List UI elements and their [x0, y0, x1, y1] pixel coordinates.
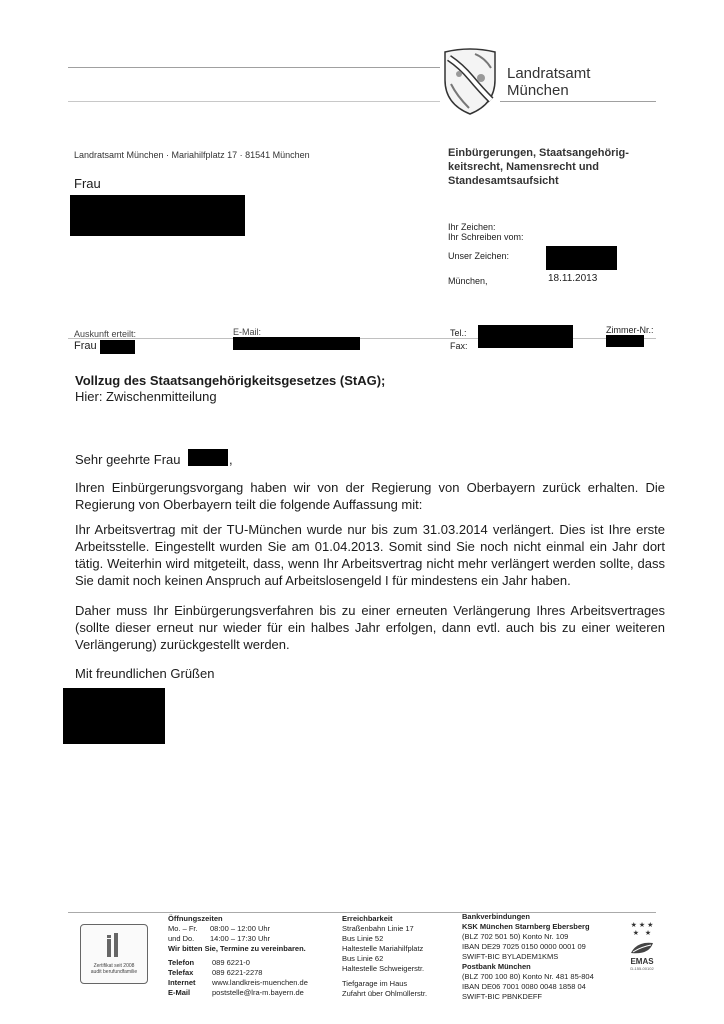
reachability-line: Straßenbahn Linie 17	[342, 924, 414, 933]
parking-line: Zufahrt über Ohlmüllerstr.	[342, 989, 428, 998]
bank1-line: (BLZ 702 501 50) Konto Nr. 109	[462, 932, 569, 941]
subject-subtitle: Hier: Zwischenmitteilung	[75, 389, 217, 404]
contact-value: 089 6221-2278	[212, 968, 263, 977]
subject-title: Vollzug des Staatsangehörigkeitsgesetzes (StAG);	[75, 373, 386, 388]
bank1-line: IBAN DE29 7025 0150 0000 0001 09	[462, 942, 586, 951]
auskunft-value: Frau	[74, 340, 97, 352]
sender-line: Landratsamt München · Mariahilfplatz 17 · 81541 München	[74, 150, 310, 160]
contact-row	[168, 968, 338, 978]
ihr-schreiben-label: Ihr Schreiben vom:	[448, 232, 524, 242]
paragraph-3: Daher muss Ihr Einbürgerungsverfahren bis zu einer erneuten Verlängerung Ihres Arbeitsvertrages (sollte dieser erneut nur wieder für ein halbes Jahr erfolgen, dann evtl. auch bis zu einer weiteren Verlängerung) zurückgestellt werden.	[75, 603, 665, 652]
place-label: München,	[448, 276, 488, 286]
hours-time: 14:00 – 17:30 Uhr	[210, 934, 271, 943]
tel-label: Tel.:	[450, 328, 467, 338]
paragraph-2: Ihr Arbeitsvertrag mit der TU-München wurde nur bis zum 31.03.2014 verlängert. Dies ist Ihre erste Arbeitsstelle. Eingestellt wurden Sie am 01.04.2013. Somit sind Sie noch nicht einmal ein Jahr dort tätig. Weiterhin wird mitgeteilt, dass, wenn Ihr Arbeitsvertrag nicht mehr verlängert werden sollte, dass Sie damit noch keinen Anspruch auf Arbeitslosengeld I für mindestens ein Jahr haben.	[75, 522, 665, 588]
hours-row	[168, 934, 328, 944]
certificate-badge	[80, 924, 148, 984]
recipient-address-redaction	[70, 195, 245, 236]
hours-time: 08:00 – 12:00 Uhr	[210, 924, 271, 933]
contact-row	[168, 988, 338, 998]
authority-name	[507, 65, 590, 99]
authority-name-line1: Landratsamt	[507, 65, 591, 82]
reachability	[342, 914, 452, 999]
reachability-line: Haltestelle Mariahilfplatz	[342, 944, 424, 953]
coat-of-arms-icon	[441, 44, 499, 116]
department-line2: keitsrecht, Namensrecht und	[448, 161, 599, 173]
greeting	[75, 452, 181, 467]
contact-label: Telefax	[168, 968, 194, 977]
emas-sub: D-155-00102	[630, 966, 654, 971]
contact-numbers	[168, 958, 338, 998]
emas-stars-icon: ★ ★ ★ ★ ★	[630, 922, 654, 937]
greeting-text: Sehr geehrte Frau	[75, 452, 181, 467]
contact-label: Internet	[168, 978, 196, 987]
email-label: E-Mail:	[233, 327, 262, 337]
parking-line: Tiefgarage im Haus	[342, 979, 408, 988]
greeting-comma: ,	[229, 452, 233, 467]
certificate-text	[83, 963, 145, 975]
fax-label: Fax:	[450, 341, 468, 351]
email-redaction	[233, 337, 360, 350]
letter-date: 18.11.2013	[548, 273, 598, 284]
reachability-line: Bus Linie 52	[342, 934, 384, 943]
contact-row	[168, 978, 338, 988]
bank1-line: SWIFT-BIC BYLADEM1KMS	[462, 952, 559, 961]
contact-value: 089 6221-0	[212, 958, 250, 967]
header-rule-lower	[68, 101, 440, 102]
signature-redaction	[63, 688, 165, 744]
department-line3: Standesamtsaufsicht	[448, 175, 559, 187]
opening-hours-title: Öffnungszeiten	[168, 914, 223, 923]
department-line1: Einbürgerungen, Staatsangehörig-	[448, 147, 629, 159]
reachability-title: Erreichbarkeit	[342, 914, 393, 923]
bank1-name: KSK München Starnberg Ebersberg	[462, 922, 590, 931]
emas-label: EMAS	[630, 957, 654, 966]
contact-label: E-Mail	[168, 988, 191, 997]
contact-value: poststelle@lra-m.bayern.de	[212, 988, 304, 997]
bank2-line: IBAN DE06 7001 0080 0048 1858 04	[462, 982, 586, 991]
bank2-name: Postbank München	[462, 962, 531, 971]
header-rule-right	[500, 101, 656, 102]
hours-days: Mo. – Fr.	[168, 924, 198, 933]
header-rule	[68, 67, 440, 68]
bank2-line: (BLZ 700 100 80) Konto Nr. 481 85-804	[462, 972, 594, 981]
emas-leaf-icon	[629, 939, 655, 957]
contact-row	[168, 958, 338, 968]
bank-details	[462, 912, 612, 1002]
reachability-line: Bus Linie 62	[342, 954, 384, 963]
greeting-name-redaction	[188, 449, 228, 466]
auskunft-label: Auskunft erteilt:	[74, 329, 137, 339]
unser-zeichen-label: Unser Zeichen:	[448, 251, 510, 261]
tel-fax-redaction	[478, 325, 573, 348]
emas-logo	[620, 922, 664, 988]
hours-note: Wir bitten Sie, Termine zu vereinbaren.	[168, 944, 306, 953]
family-audit-icon	[105, 931, 123, 959]
bank2-line: SWIFT-BIC PBNKDEFF	[462, 992, 543, 1001]
authority-name-line2: München	[507, 82, 569, 99]
certificate-line1: Zertifikat seit 2008	[93, 963, 135, 969]
unser-zeichen-redaction	[546, 246, 617, 270]
opening-hours	[168, 914, 328, 954]
reachability-line: Haltestelle Schweigerstr.	[342, 964, 425, 973]
ihr-zeichen-label: Ihr Zeichen:	[448, 222, 496, 232]
hours-row	[168, 924, 328, 934]
department	[448, 146, 629, 188]
recipient-salutation: Frau	[74, 176, 101, 191]
auskunft-redaction	[100, 340, 135, 354]
contact-value: www.landkreis-muenchen.de	[212, 978, 308, 987]
zimmer-redaction	[606, 335, 644, 347]
bank-title: Bankverbindungen	[462, 912, 530, 921]
zimmer-label: Zimmer-Nr.:	[606, 325, 654, 335]
closing: Mit freundlichen Grüßen	[75, 666, 215, 681]
certificate-line2: audit berufundfamilie	[90, 969, 138, 975]
hours-days: und Do.	[168, 934, 195, 943]
paragraph-1: Ihren Einbürgerungsvorgang haben wir von der Regierung von Oberbayern zurück erhalten. Die Regierung von Oberbayern teilt die folgende Auffassung mit:	[75, 480, 665, 512]
contact-label: Telefon	[168, 958, 195, 967]
